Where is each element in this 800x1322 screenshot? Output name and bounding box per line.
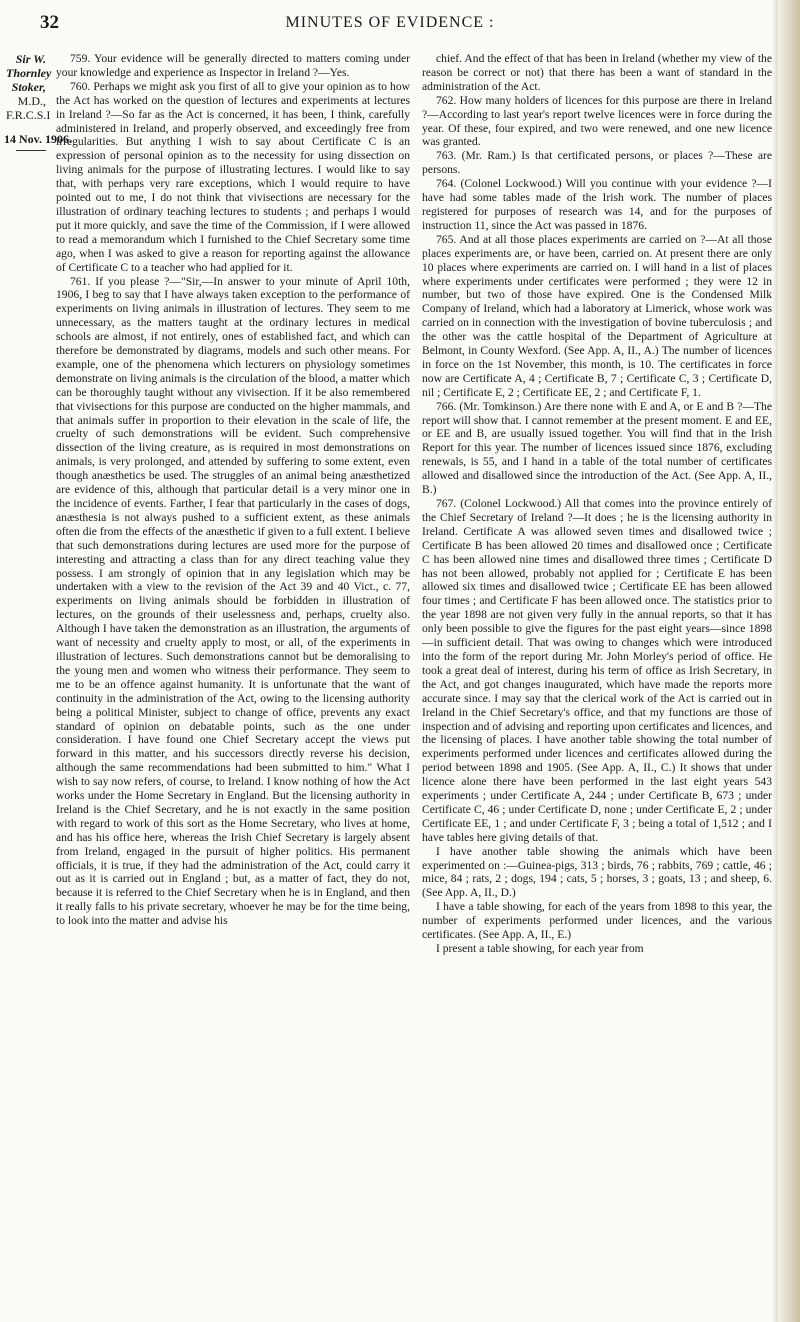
paragraph-767: 767. (Colonel Lockwood.) All that comes into the province entirely of the Chief Secretary of Ireland ?—It does ; he is the licensing authority in Ireland. Certificate A was allowed seven times and disallowed twice ; Certificate B has been allowed 20 times and disallowed once ; Certificate C has been allowed nine times and disallowed three times ; Certificate D has not been allowed, probably not applied for ; Certificate E has been allowed six times and disallowed twice ; Certificate EE has been allowed four times ; and Certificate F has been allowed once. The statistics prior to the year 1898 are not given very fully in the annual reports, so that it has only been possible to give the figures for the past eight years—since 1898—in sufficient detail. That was owing to changes which were introduced into the form of the report during Mr. John Morley's period of office. He took a great deal of interest, during his term of office as Irish Secretary, in the Act, and got changes inaugurated, which have made the reports more accurate since. I may say that the clerical work of the Act is carried out in Ireland in the Chief Secretary's office, and that my functions are those of inspection and of advising and reporting upon certificates and licences, and the licensing of places. I have another table showing the total number of experiments performed under licences and certificates allowed during the period between 1898 and 1905. (See App. A, II., C.) It shows that under licence alone there have been performed in the last eight years 543 experiments ; under Certificate A, 244 ; under Certificate B, 673 ; under Certificate C, 46 ; under Certificate D, none ; under Certificate E, 2 ; under Certificate EE, 1 ; and under Certificate F, 3 ; being a total of 1,512 ; and I have tables here giving details of that. [422, 497, 772, 844]
page-header [40, 12, 740, 44]
page-edge [778, 0, 800, 1322]
page-number: 32 [40, 12, 59, 33]
left-column [56, 52, 410, 928]
right-column [422, 52, 772, 956]
witness-name-line: Thornley [6, 66, 52, 80]
paragraph-760: 760. Perhaps we might ask you first of all to give your opinion as to how the Act has worked on the question of lectures and experiments at lectures in Ireland ?—So far as the Act is concerned, it has been, I think, carefully administered in Ireland, and properly observed, and exceedingly free from irregularities. But anything I wish to say about Certificate C is an expression of personal opinion as to the necessity for using dissection on living animals for the purpose of illustrating lectures. I would like to say that, with perhaps very rare exceptions, which I would require to have pointed out to me, I do not think that vivisections are necessary for the illustration of ordinary teaching lectures to students ; and perhaps I would put it more quickly, and save the time of the Commission, if I were allowed to read a memorandum which I furnished to the Chief Secretary some time ago, when I was asked to give a reason for reporting against the allowance of Certificate C to a teacher who had applied for it. [56, 79, 410, 274]
paragraph-763: 763. (Mr. Ram.) Is that certificated persons, or places ?—These are persons. [422, 149, 772, 177]
margin-date: 14 Nov. 1906. [4, 132, 73, 146]
paragraph-764: 764. (Colonel Lockwood.) Will you continue with your evidence ?—I have had some tables made of the Irish work. The number of places registered for purposes of research was 14, and for the purposes of instruction 11, since the Act was passed in 1876. [422, 177, 772, 232]
margin-rule [16, 150, 46, 151]
witness-name-line: Sir W. [15, 52, 46, 66]
witness-name-line: Stoker, [11, 80, 46, 94]
paragraph-759: 759. Your evidence will be generally directed to matters coming under your knowledge and experience as Inspector in Ireland ?—Yes. [56, 52, 410, 79]
paragraph-experiments-table: I have a table showing, for each of the years from 1898 to this year, the number of experiments performed under licences, and the various certificates. (See App. A, II., E.) [422, 900, 772, 942]
witness-honours-line: M.D., [17, 94, 46, 108]
running-head: MINUTES OF EVIDENCE : [285, 14, 495, 31]
paragraph-762: 762. How many holders of licences for this purpose are there in Ireland ?—According to last year's report twelve licences were in force during the year. Of these, four expired, and two were renewed, and one new licence was granted. [422, 93, 772, 149]
paragraph-animals-table: I have another table showing the animals which have been experimented on :—Guinea-pigs, 313 ; birds, 76 ; rabbits, 769 ; cattle, 46 ; mice, 84 ; rats, 2 ; dogs, 194 ; cats, 5 ; horses, 3 ; goats, 13 ; and sheep, 6. (See App. A, II., D.) [422, 844, 772, 900]
witness-honours-line: F.R.C.S.I [6, 108, 51, 122]
paragraph-766: 766. (Mr. Tomkinson.) Are there none with E and A, or E and B ?—The report will show that. I cannot remember at the present moment. E and EE, or EE and B, are usually issued together. You will find that in the Irish Report for this year. The number of licences issued since 1876, excluding renewals, is 55, and I hand in a table of the total number of certificates allowed and disallowed since the introduction of the Act. (See App. A, II., B.) [422, 399, 772, 497]
paragraph-765: 765. And at all those places experiments are carried on ?—At all those places experiments are, or have been, carried on. At present there are only 10 places where experiments are carried on. I will hand in a list of places where experiments under certificates were performed ; they were 12 in number, but two of those have expired. One is the Condensed Milk Company of Ireland, which had a laboratory at Limerick, whose work was carried on in connection with the investigation of bovine tuberculosis ; and the other was the cattle hospital of the Department of Agriculture at Belmont, in County Wexford. (See App. A, II., A.) The number of licences in force on the 1st November, this month, is 10. The certificates in force now are Certificate A, 4 ; Certificate B, 7 ; Certificate C, 3 ; Certificate D, nil ; Certificate E, 2 ; Certificate EE, 2 ; and Certificate F, 1. [422, 232, 772, 399]
paragraph-761: 761. If you please ?—"Sir,—In answer to your minute of April 10th, 1906, I beg to say that I have always taken exception to the performance of experiments on living animals in illustration of lectures. They seem to me unnecessary, as the matters taught at the ordinary lectures in medical schools are almost, if not entirely, ones of established fact, and which can therefore be demonstrated by diagrams, models and such other means. For example, one of the phenomena which lecturers on physiology sometimes demonstrate on living animals is the circulation of the blood, a matter which can be thoroughly taught without any vivisection. If it be also remembered that vivisections for this purpose are conducted on the higher mammals, and that animals suffer in proportion to their elevation in the scale of life, the cruelty of such demonstrations will be evident. Such comprehensive dissection of the living creature, as is required in most demonstrations on animals, is very prolonged, and attended by suffering to some extent, even though anæsthetics be used. The struggles of an animal being anæsthetized are evidence of this, although that particular detail is a very minor one in the incidence of events. Farther, I fear that particularly in the cases of dogs, anæsthesia is not always pushed to a sufficient extent, as these animals often die from the effects of the anæsthetic if given to a full extent. I believe that such demonstrations during lectures are used more for the purpose of interesting and attracting a class than for any direct teaching value they possess. I am strongly of opinion that in any legislation which may be undertaken with a view to the revision of the Act 39 and 40 Vict., c. 77, experiments on living animals should be forbidden in illustration of lectures, on the grounds of their uselessness and, perhaps, cruelty also. Although I have taken the demonstration as an illustration, the arguments of want of necessity and cruelty apply to most, or all, of the experiments in illustration of lectures. Such demonstrations cannot but be demoralising to the young men and women who witness their performance. They seem to me to be an offence against humanity. It is unfortunate that the want of continuity in the administration of the Act, owing to the licensing authority being a political Minister, subject to change of office, prevents any exact standard of opinion on debatable points, such as the one under consideration. I have found one Chief Secretary accept the views put forward in this matter, and his successors directly reverse his decision, although the same recommendations had been submitted to him." What I wish to say now refers, of course, to Ireland. I know nothing of how the Act works under the Home Secretary in England. But the licensing authority in Ireland is the Chief Secretary, and he is not exactly in the same position with regard to work of this sort as the Home Secretary, who lives at home, and has his office here, whereas the Irish Chief Secretary is largely absent from Ireland, engaged in the pursuit of higher politics. His permanent officials, it is true, if they had the administration of the Act, could carry it out as it is carried out in England ; but, as a matter of fact, they do not, because it is referred to the Chief Secretary when he is in England, and then it really falls to his private secretary, whoever he may be for the time being, to look into the matter and advise his [56, 274, 410, 928]
paragraph-761-continued: chief. And the effect of that has been in Ireland (whether my view of the reason be correct or not) that there has been a want of standard in the administration of the Act. [422, 52, 772, 93]
paragraph-yearly-table: I present a table showing, for each year from [436, 942, 644, 955]
margin-witness-note [6, 52, 52, 122]
